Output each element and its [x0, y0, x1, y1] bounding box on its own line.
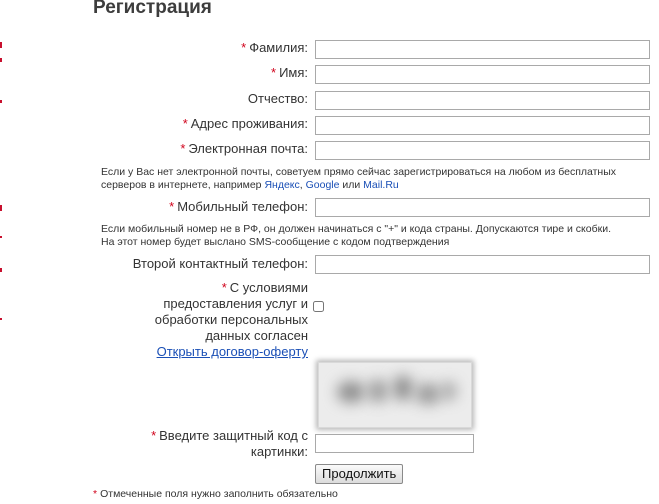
required-mark: * [151, 428, 157, 443]
required-mark: * [182, 116, 188, 131]
mobile-label: * Мобильный телефон: [169, 199, 308, 214]
mobile-hint [101, 223, 646, 249]
mobile-input[interactable] [315, 198, 650, 217]
required-mark: * [241, 40, 247, 55]
consent-checkbox[interactable] [313, 301, 324, 312]
mobile-hint-line1: Если мобильный номер не в РФ, он должен начинаться с "+" и кода страны. Допускаются тире и скобки. [101, 223, 612, 235]
required-mark: * [93, 488, 98, 500]
required-mark: * [271, 65, 277, 80]
required-mark: * [169, 199, 175, 214]
email-input[interactable] [315, 141, 650, 160]
google-link[interactable]: Google [305, 179, 340, 191]
continue-button[interactable]: Продолжить [315, 464, 403, 484]
mobile-hint-line2: На этот номер будет выслано SMS-сообщение с кодом подтверждения [101, 236, 450, 248]
email-label: * Электронная почта: [180, 141, 308, 156]
required-footnote: * Отмеченные поля нужно заполнить обязательно [93, 488, 338, 500]
consent-text: С условиями предоставления услуг и обработки персональных данных согласен [154, 280, 308, 343]
yandex-link[interactable]: Яндекс [264, 179, 300, 191]
patronymic-label: Отчество: [247, 91, 308, 106]
offer-contract-link[interactable]: Открыть договор-оферту [156, 344, 308, 359]
surname-label: * Фамилия: [241, 40, 308, 55]
captcha-image [318, 362, 472, 428]
address-label: * Адрес проживания: [182, 116, 308, 131]
second-phone-input[interactable] [315, 255, 650, 274]
address-input[interactable] [315, 116, 650, 135]
consent-block [128, 280, 308, 360]
email-hint: Если у Вас нет электронной почты, советуем прямо сейчас зарегистрироваться на любом из бесплатных серверов в интернете, например Яндекс, Google или Mail.Ru [101, 166, 617, 191]
captcha-input[interactable] [315, 434, 474, 453]
patronymic-input[interactable] [315, 91, 650, 110]
name-input[interactable] [315, 65, 650, 84]
required-mark: * [221, 280, 227, 295]
captcha-label: * Введите защитный код с картинки: [151, 428, 308, 459]
required-mark: * [180, 141, 186, 156]
left-edge-marks [0, 0, 3, 504]
page-title: Регистрация [93, 0, 212, 18]
name-label: * Имя: [271, 65, 308, 80]
second-phone-label: Второй контактный телефон: [132, 256, 308, 271]
mailru-link[interactable]: Mail.Ru [363, 179, 399, 191]
surname-input[interactable] [315, 40, 650, 59]
